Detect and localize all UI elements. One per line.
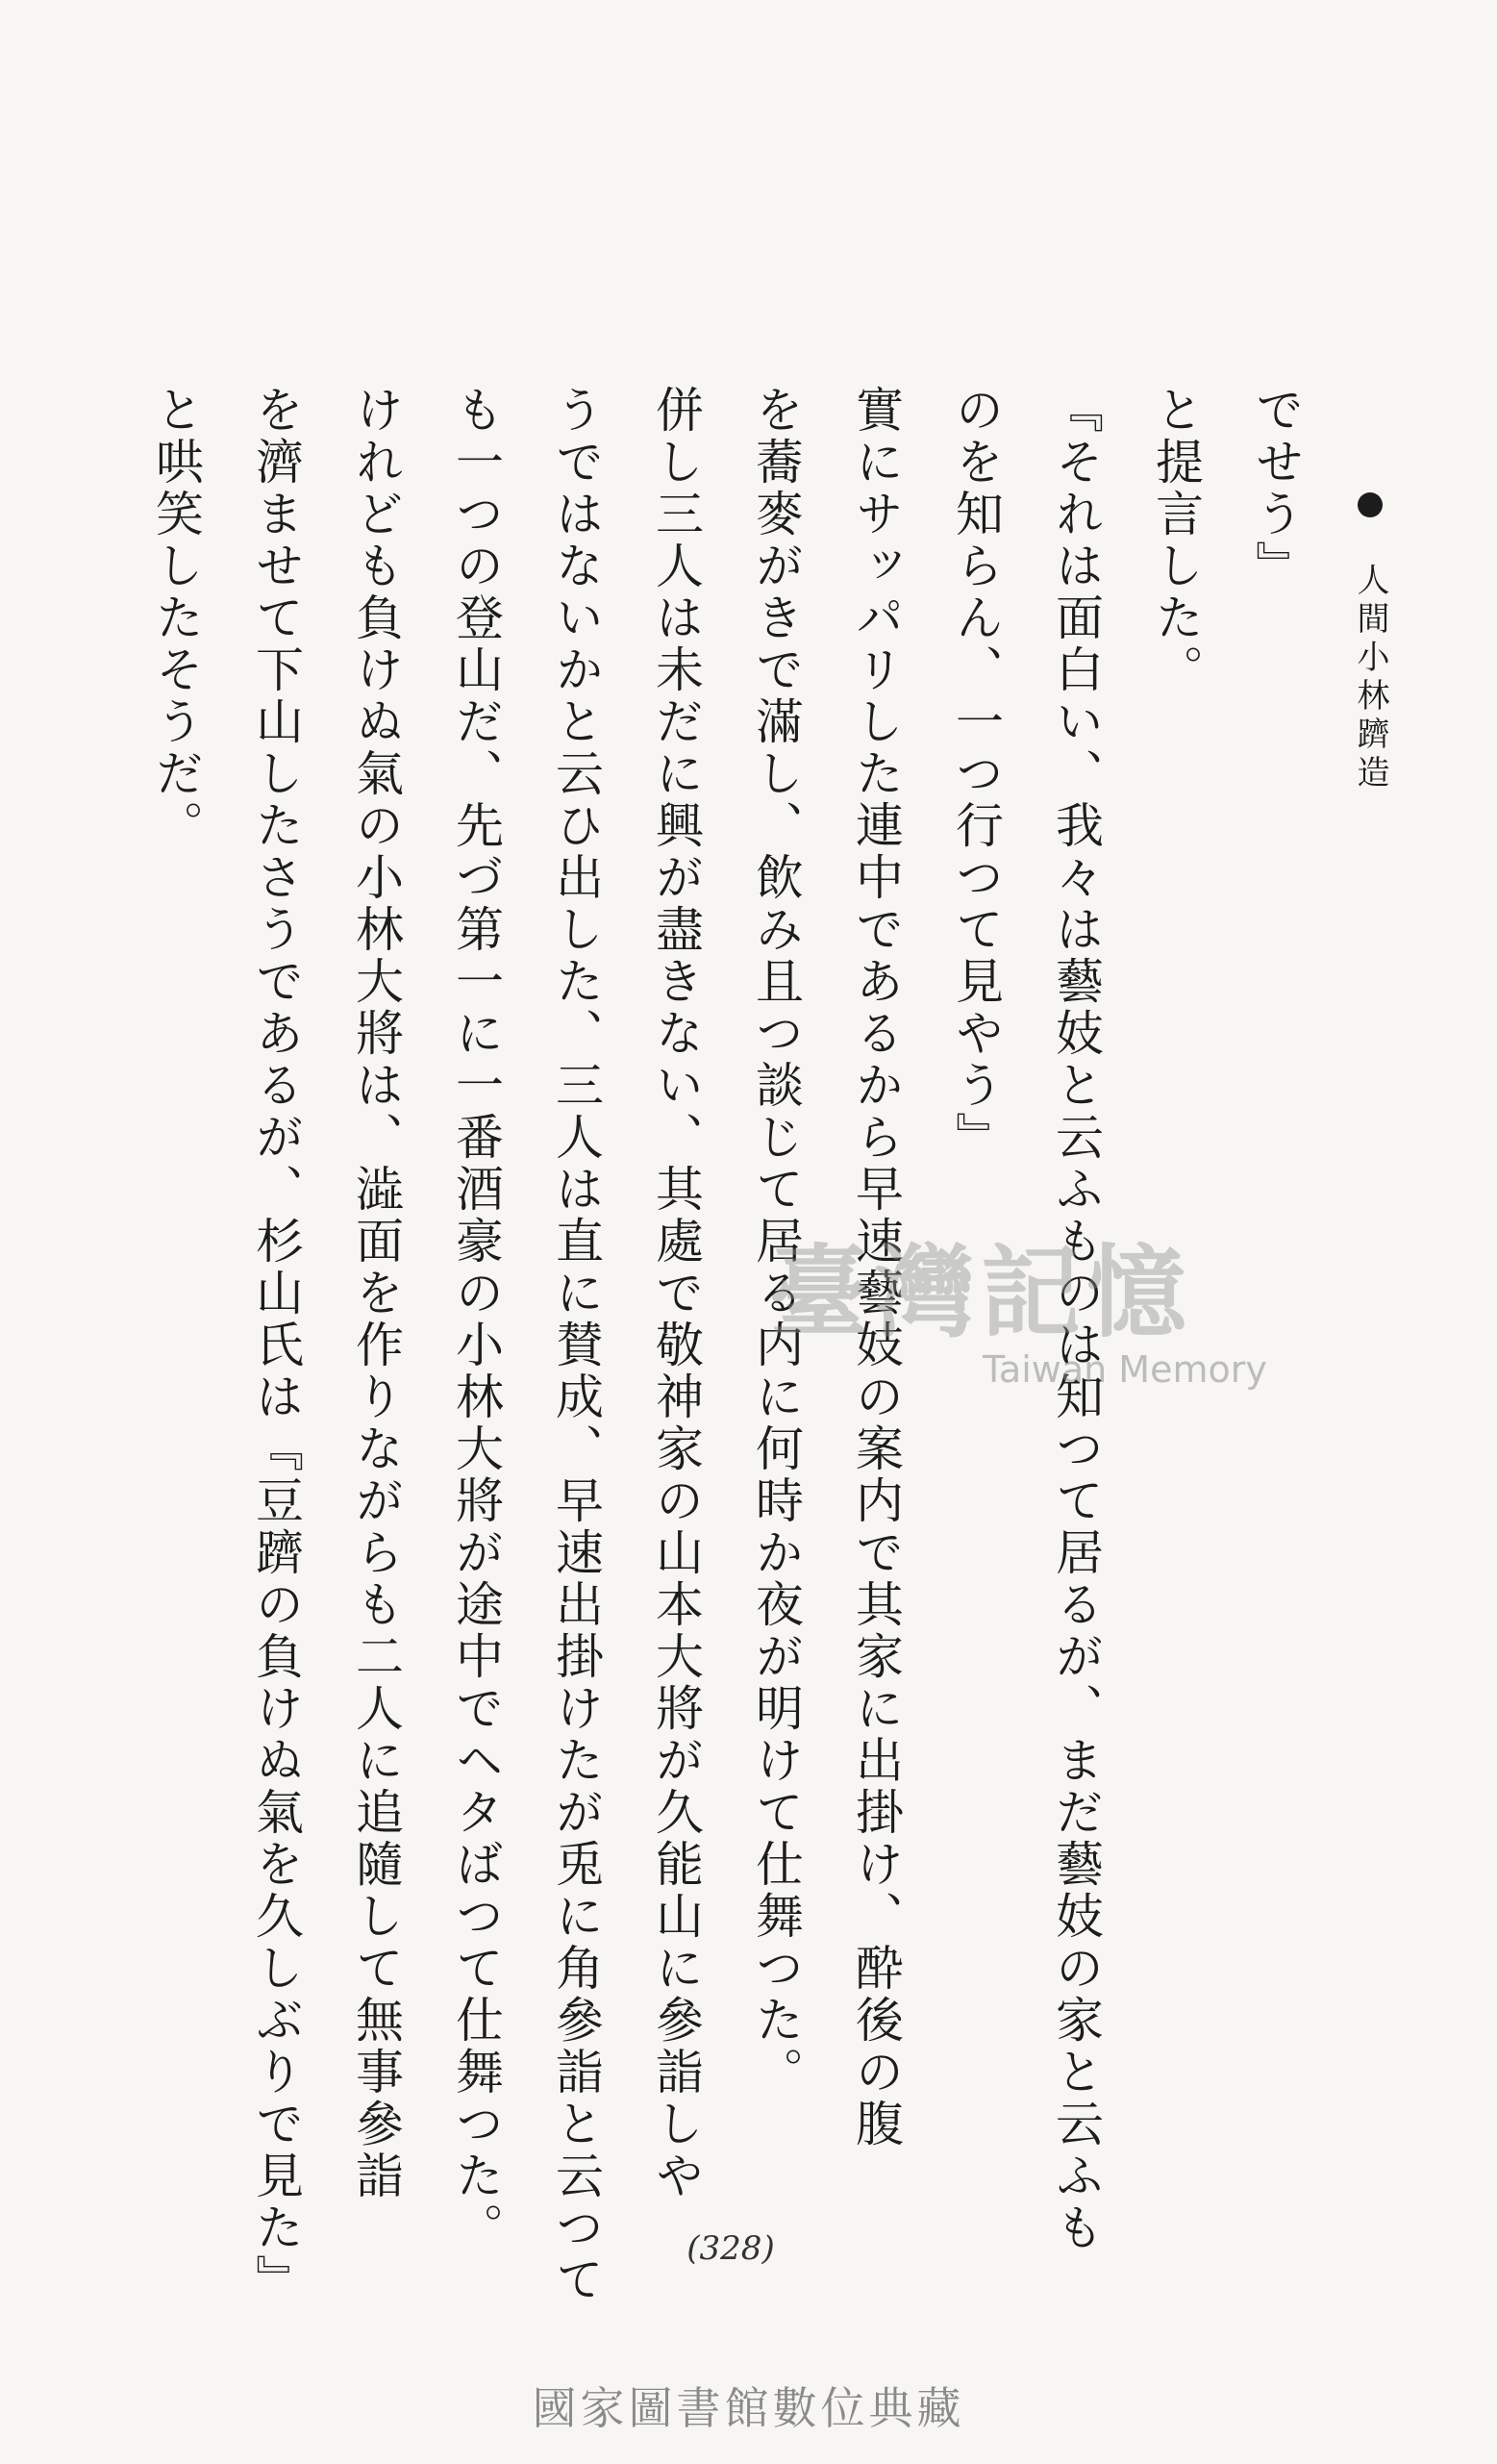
text-column-5: 實にサッパリした連中であるから早速藝妓の案内で其家に出掛け、酔後の腹 bbox=[848, 385, 904, 2150]
watermark-logo: 臺灣記憶 bbox=[769, 1234, 1193, 1351]
text-column-8: うではないかと云ひ出した、三人は直に賛成、早速出掛けたが兎に角參詣と云つて bbox=[548, 385, 604, 2306]
text-column-7: 併し三人は未だに興が盡きない、其處で敬神家の山本大將が久能山に參詣しや bbox=[648, 385, 704, 2202]
watermark-subtitle: Taiwan Memory bbox=[983, 1348, 1267, 1391]
text-column-9: も一つの登山だ、先づ第一に一番酒豪の小林大將が途中でヘタばつて仕舞つた。 bbox=[448, 385, 504, 2254]
footer-collection-label: 國家圖書館數位典藏 bbox=[532, 2382, 965, 2434]
text-column-4: のを知らん、一つ行つて見やう』 bbox=[948, 385, 1004, 1164]
text-column-10: けれども負けぬ氣の小林大將は、澁面を作りながらも二人に追隨して無事參詣 bbox=[348, 385, 404, 2202]
text-column-12: と哄笑したそうだ。 bbox=[148, 385, 204, 852]
text-column-2: と提言した。 bbox=[1148, 385, 1204, 696]
text-column-3: 『それは面白い、我々は藝妓と云ふものは知つて居るが、まだ藝妓の家と云ふも bbox=[1048, 385, 1104, 2254]
header-bullet-icon bbox=[1358, 492, 1383, 517]
text-column-11: を濟ませて下山したさうであるが、杉山氏は『豆躋の負けぬ氣を久しぶりで見た』 bbox=[248, 385, 304, 2306]
running-title: 人間小林躋造 bbox=[1351, 563, 1389, 793]
text-column-6: を蕎麥がきで滿し、飲み且つ談じて居る内に何時か夜が明けて仕舞つた。 bbox=[748, 385, 804, 2099]
text-column-1: でせう』 bbox=[1248, 385, 1304, 592]
page-number: (328) bbox=[686, 2229, 775, 2268]
